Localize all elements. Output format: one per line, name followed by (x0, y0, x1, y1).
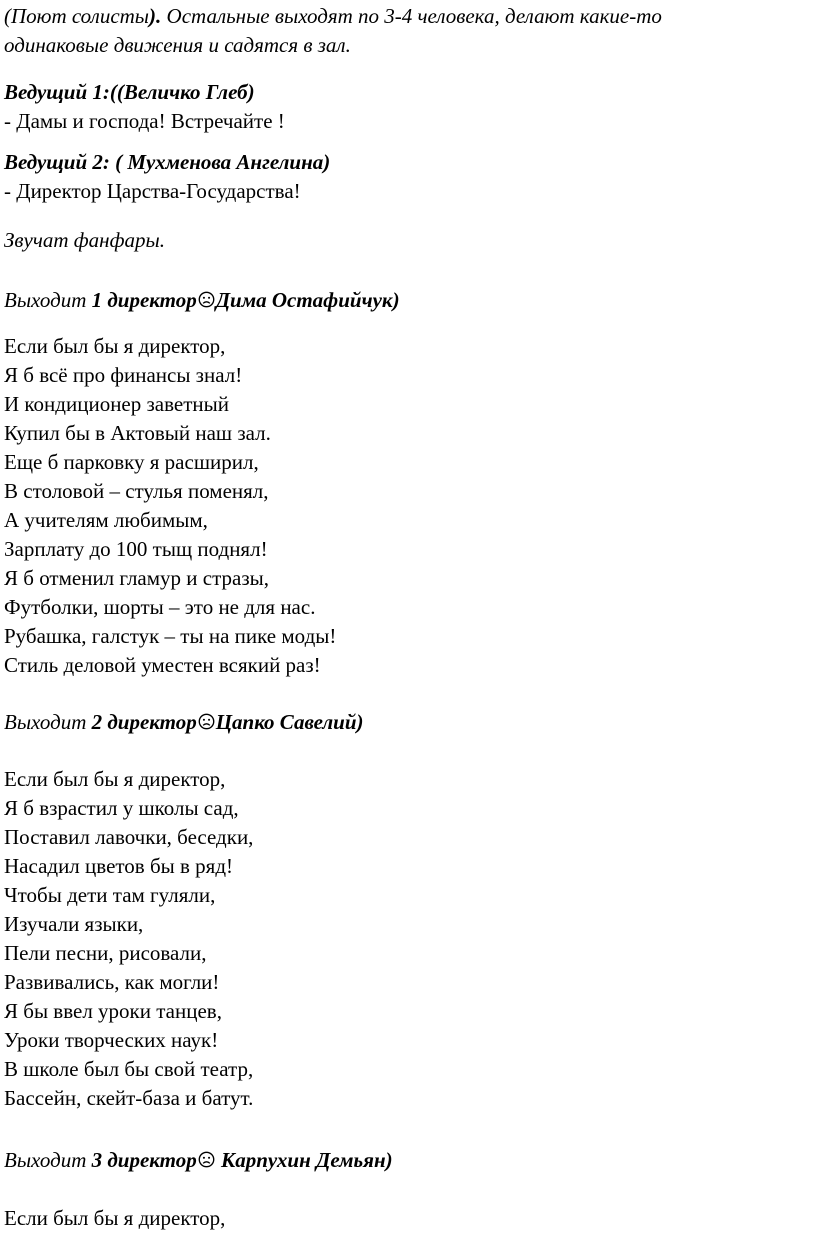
director1-heading (4, 286, 400, 315)
poem-line: Я б отменил гламур и стразы, (4, 566, 270, 590)
poem-line: Пели песни, рисовали, (4, 941, 207, 965)
intro-paragraph (4, 2, 662, 60)
host2-block (4, 148, 330, 206)
host2-line: - Директор Царства-Государства! (4, 179, 301, 203)
poem-line: Изучали языки, (4, 912, 144, 936)
director2-title: 2 директор (91, 710, 197, 734)
director3-exit: Выходит (4, 1148, 92, 1172)
poem-line: Я б всё про финансы знал! (4, 363, 243, 387)
intro-text-b: ). (149, 4, 162, 28)
poem-line: Поставил лавочки, беседки, (4, 825, 254, 849)
poem-line: Рубашка, галстук – ты на пике моды! (4, 624, 337, 648)
director2-name: Цапко Савелий) (215, 710, 364, 734)
frowning-face-icon (198, 713, 215, 730)
host1-line: - Дамы и господа! Встречайте ! (4, 109, 285, 133)
poem-line: Развивались, как могли! (4, 970, 220, 994)
poem-line: Я бы ввел уроки танцев, (4, 999, 222, 1023)
poem-line: Футболки, шорты – это не для нас. (4, 595, 316, 619)
poem-line: А учителям любимым, (4, 508, 208, 532)
director1-name: Дима Остафийчук) (215, 288, 400, 312)
director3-title: 3 директор (91, 1148, 197, 1172)
poem-line: Уроки творческих наук! (4, 1028, 219, 1052)
poem-line: Если был бы я директор, (4, 767, 226, 791)
poem-line: Купил бы в Актовый наш зал. (4, 421, 271, 445)
director3-heading (4, 1146, 393, 1175)
frowning-face-icon (198, 1151, 215, 1168)
director1-title: 1 директор (91, 288, 197, 312)
intro-text-a: (Поют солисты (4, 4, 150, 28)
frowning-face-icon (198, 291, 215, 308)
poem-line: Насадил цветов бы в ряд! (4, 854, 234, 878)
poem-line: В школе был бы свой театр, (4, 1057, 254, 1081)
fanfare-block (4, 226, 165, 255)
poem-line: В столовой – стулья поменял, (4, 479, 269, 503)
intro-line-2: одинаковые движения и садятся в зал. (4, 33, 351, 57)
director2-heading (4, 708, 364, 737)
intro-text-c: Остальные выходят по 3-4 человека, делают какие-то (161, 4, 662, 28)
poem-line: Чтобы дети там гуляли, (4, 883, 216, 907)
director3-name: Карпухин Демьян) (215, 1148, 393, 1172)
director1-poem (4, 332, 336, 680)
poem-line: Зарплату до 100 тыщ поднял! (4, 537, 268, 561)
fanfare-text: Звучат фанфары. (4, 228, 165, 252)
intro-line-1 (4, 2, 662, 31)
poem-line: Бассейн, скейт-база и батут. (4, 1086, 254, 1110)
director1-exit: Выходит (4, 288, 92, 312)
poem-line: Стиль деловой уместен всякий раз! (4, 653, 321, 677)
director2-poem (4, 765, 253, 1113)
poem-line: Если был бы я директор, (4, 1206, 226, 1230)
director2-exit: Выходит (4, 710, 92, 734)
host2-label: Ведущий 2: ( Мухменова Ангелина) (4, 150, 331, 174)
poem-line: Если был бы я директор, (4, 334, 226, 358)
host1-label: Ведущий 1:((Величко Глеб) (4, 80, 255, 104)
poem-line: Я б взрастил у школы сад, (4, 796, 239, 820)
director3-poem (4, 1204, 225, 1233)
poem-line: И кондиционер заветный (4, 392, 229, 416)
poem-line: Еще б парковку я расширил, (4, 450, 259, 474)
host1-block (4, 78, 285, 136)
